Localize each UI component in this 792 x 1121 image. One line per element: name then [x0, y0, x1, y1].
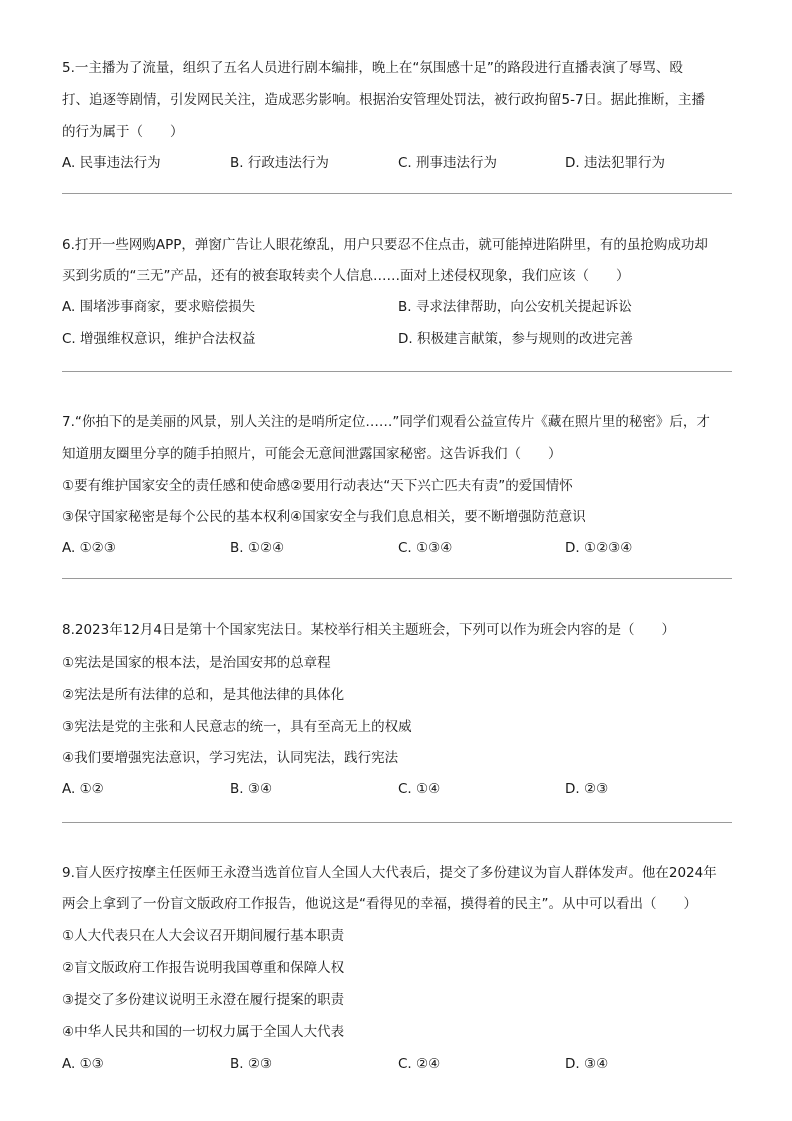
option-b[interactable]: B. ③④: [230, 781, 273, 797]
divider: [62, 371, 732, 372]
statement-line: ④我们要增强宪法意识，学习宪法，认同宪法，践行宪法: [62, 750, 399, 766]
statement-line: ②宪法是所有法律的总和，是其他法律的具体化: [62, 687, 345, 703]
option-a[interactable]: A. 围堵涉事商家，要求赔偿损失: [62, 299, 256, 315]
option-d[interactable]: D. 积极建言献策，参与规则的改进完善: [398, 331, 633, 347]
option-d[interactable]: D. 违法犯罪行为: [565, 155, 665, 171]
statement-line: ①要有维护国家安全的责任感和使命感②要用行动表达“天下兴亡匹夫有责”的爱国情怀: [62, 478, 573, 494]
option-a[interactable]: A. ①②③: [62, 540, 116, 556]
option-b[interactable]: B. ②③: [230, 1056, 273, 1072]
statement-line: ①宪法是国家的根本法，是治国安邦的总章程: [62, 655, 331, 671]
statement-line: ③宪法是党的主张和人民意志的统一，具有至高无上的权威: [62, 719, 412, 735]
divider: [62, 822, 732, 823]
option-d[interactable]: D. ①②③④: [565, 540, 633, 556]
question-text-line: 8.2023年12月4日是第十个国家宪法日。某校举行相关主题班会，下列可以作为班会内容的是（ ）: [62, 622, 676, 638]
option-a[interactable]: A. ①②: [62, 781, 104, 797]
question-text-line: 9.盲人医疗按摩主任医师王永澄当选首位盲人全国人大代表后，提交了多份建议为盲人群体发声。他在2024年: [62, 865, 717, 881]
option-d[interactable]: D. ③④: [565, 1056, 609, 1072]
option-a[interactable]: A. ①③: [62, 1056, 104, 1072]
option-c[interactable]: C. ①③④: [398, 540, 453, 556]
option-d[interactable]: D. ②③: [565, 781, 609, 797]
question-text-line: 的行为属于（ ）: [62, 124, 184, 140]
question-text-line: 打、追逐等剧情，引发网民关注，造成恶劣影响。根据治安管理处罚法，被行政拘留5-7日。据此推断，主播: [62, 92, 706, 108]
option-c[interactable]: C. ①④: [398, 781, 441, 797]
statement-line: ③提交了多份建议说明王永澄在履行提案的职责: [62, 992, 345, 1008]
question-text-line: 买到劣质的“三无”产品，还有的被套取转卖个人信息……面对上述侵权现象，我们应该（ ）: [62, 268, 630, 284]
statement-line: ①人大代表只在人大会议召开期间履行基本职责: [62, 928, 345, 944]
statement-line: ③保守国家秘密是每个公民的基本权利④国家安全与我们息息相关，要不断增强防范意识: [62, 509, 586, 525]
option-a[interactable]: A. 民事违法行为: [62, 155, 161, 171]
option-c[interactable]: C. ②④: [398, 1056, 441, 1072]
question-text-line: 7.“你拍下的是美丽的风景，别人关注的是哨所定位……”同学们观看公益宣传片《藏在照片里的秘密》后，才: [62, 414, 710, 430]
statement-line: ④中华人民共和国的一切权力属于全国人大代表: [62, 1024, 345, 1040]
question-text-line: 两会上拿到了一份盲文版政府工作报告，他说这是“看得见的幸福，摸得着的民主”。从中可以看出（ ）: [62, 896, 697, 912]
divider: [62, 193, 732, 194]
option-b[interactable]: B. ①②④: [230, 540, 285, 556]
option-c[interactable]: C. 刑事违法行为: [398, 155, 498, 171]
question-text-line: 6.打开一些网购APP，弹窗广告让人眼花缭乱，用户只要忍不住点击，就可能掉进陷阱里，有的虽抢购成功却: [62, 237, 708, 253]
divider: [62, 578, 732, 579]
option-b[interactable]: B. 行政违法行为: [230, 155, 329, 171]
question-text-line: 5.一主播为了流量，组织了五名人员进行剧本编排，晚上在“氛围感十足”的路段进行直播表演了辱骂、殴: [62, 60, 683, 76]
statement-line: ②盲文版政府工作报告说明我国尊重和保障人权: [62, 960, 345, 976]
option-c[interactable]: C. 增强维权意识，维护合法权益: [62, 331, 256, 347]
option-b[interactable]: B. 寻求法律帮助，向公安机关提起诉讼: [398, 299, 632, 315]
question-text-line: 知道朋友圈里分享的随手拍照片，可能会无意间泄露国家秘密。这告诉我们（ ）: [62, 446, 562, 462]
